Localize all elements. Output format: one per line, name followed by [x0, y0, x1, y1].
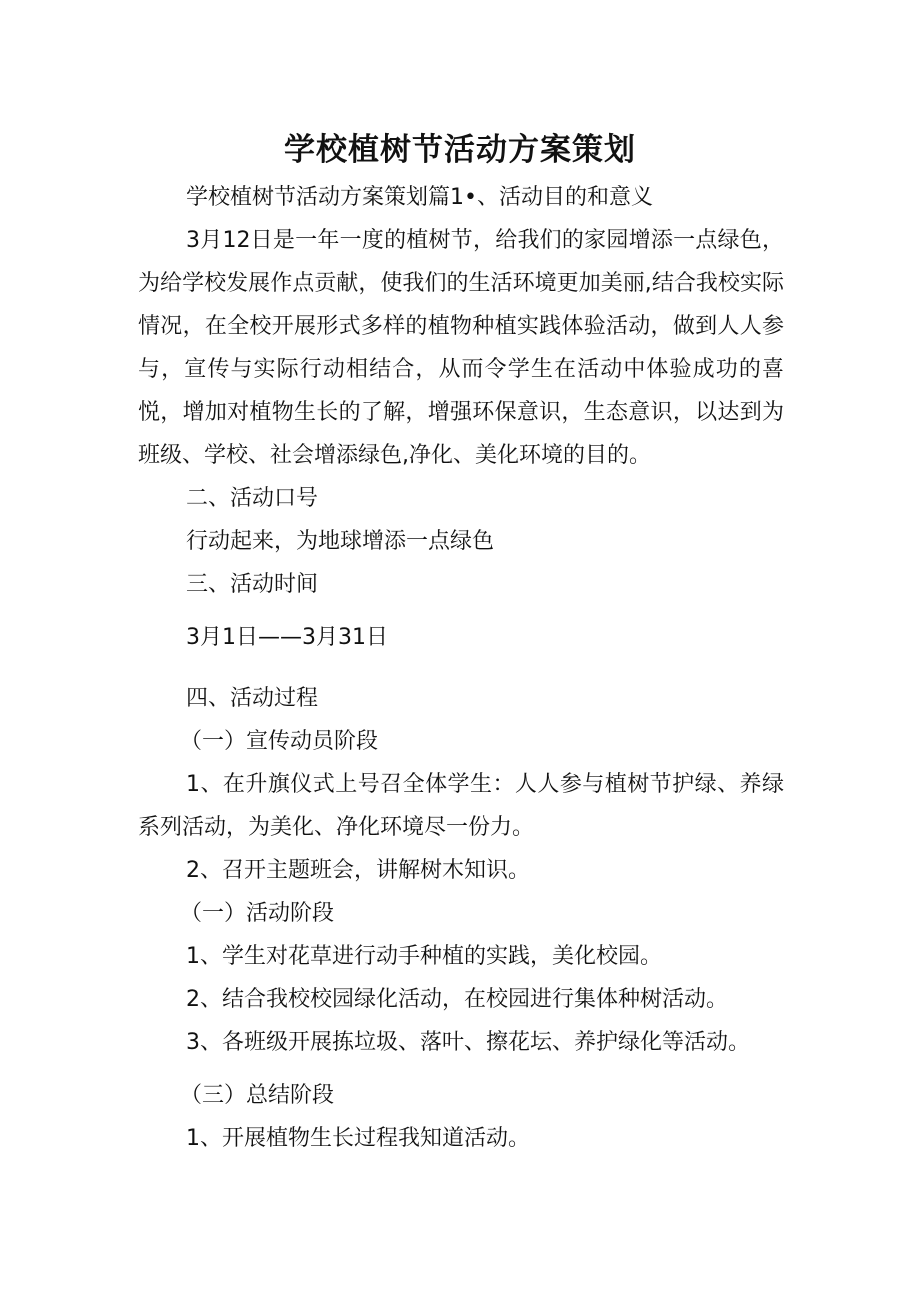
list-item-activity-2: 2、结合我校校园绿化活动，在校园进行集体种树活动。 [186, 987, 728, 1012]
document-body [138, 176, 784, 1160]
paragraph-purpose: 3月12日是一年一度的植树节，给我们的家园增添一点绿色，为给学校发展作点贡献，使我们的生活环境更加美丽,结合我校实际情况，在全校开展形式多样的植物种植实践体验活动，做到人人参与，宣传与实际行动相结合，从而令学生在活动中体验成功的喜悦，增加对植物生长的了解，增强环保意识，生态意识，以达到为班级、学校、社会增添绿色,净化、美化环境的目的。 [138, 228, 784, 468]
section-heading-slogan: 二、活动口号 [186, 486, 319, 511]
document-title: 学校植树节活动方案策划 [284, 132, 636, 168]
paragraph-slogan: 行动起来，为地球增添一点绿色 [186, 529, 495, 554]
list-item-summary-1: 1、开展植物生长过程我知道活动。 [186, 1126, 530, 1151]
section-heading-time: 三、活动时间 [186, 572, 319, 597]
subheading-summary: （三）总结阶段 [180, 1083, 335, 1108]
list-item-promotion-2: 2、召开主题班会，讲解树木知识。 [186, 858, 530, 883]
list-item-activity-1: 1、学生对花草进行动手种植的实践，美化校园。 [186, 944, 662, 969]
section-heading-process: 四、活动过程 [186, 686, 319, 711]
list-item-promotion-1: 1、在升旗仪式上号召全体学生：人人参与植树节护绿、养绿系列活动，为美化、净化环境尽一份力。 [138, 772, 784, 840]
subheading-activity: （一）活动阶段 [180, 901, 335, 926]
list-item-activity-3: 3、各班级开展拣垃圾、落叶、擦花坛、养护绿化等活动。 [186, 1030, 750, 1055]
section-heading: 学校植树节活动方案策划篇1•、活动目的和意义 [186, 185, 653, 210]
paragraph-time: 3月1日——3月31日 [186, 625, 388, 650]
subheading-promotion: （一）宣传动员阶段 [180, 729, 379, 754]
